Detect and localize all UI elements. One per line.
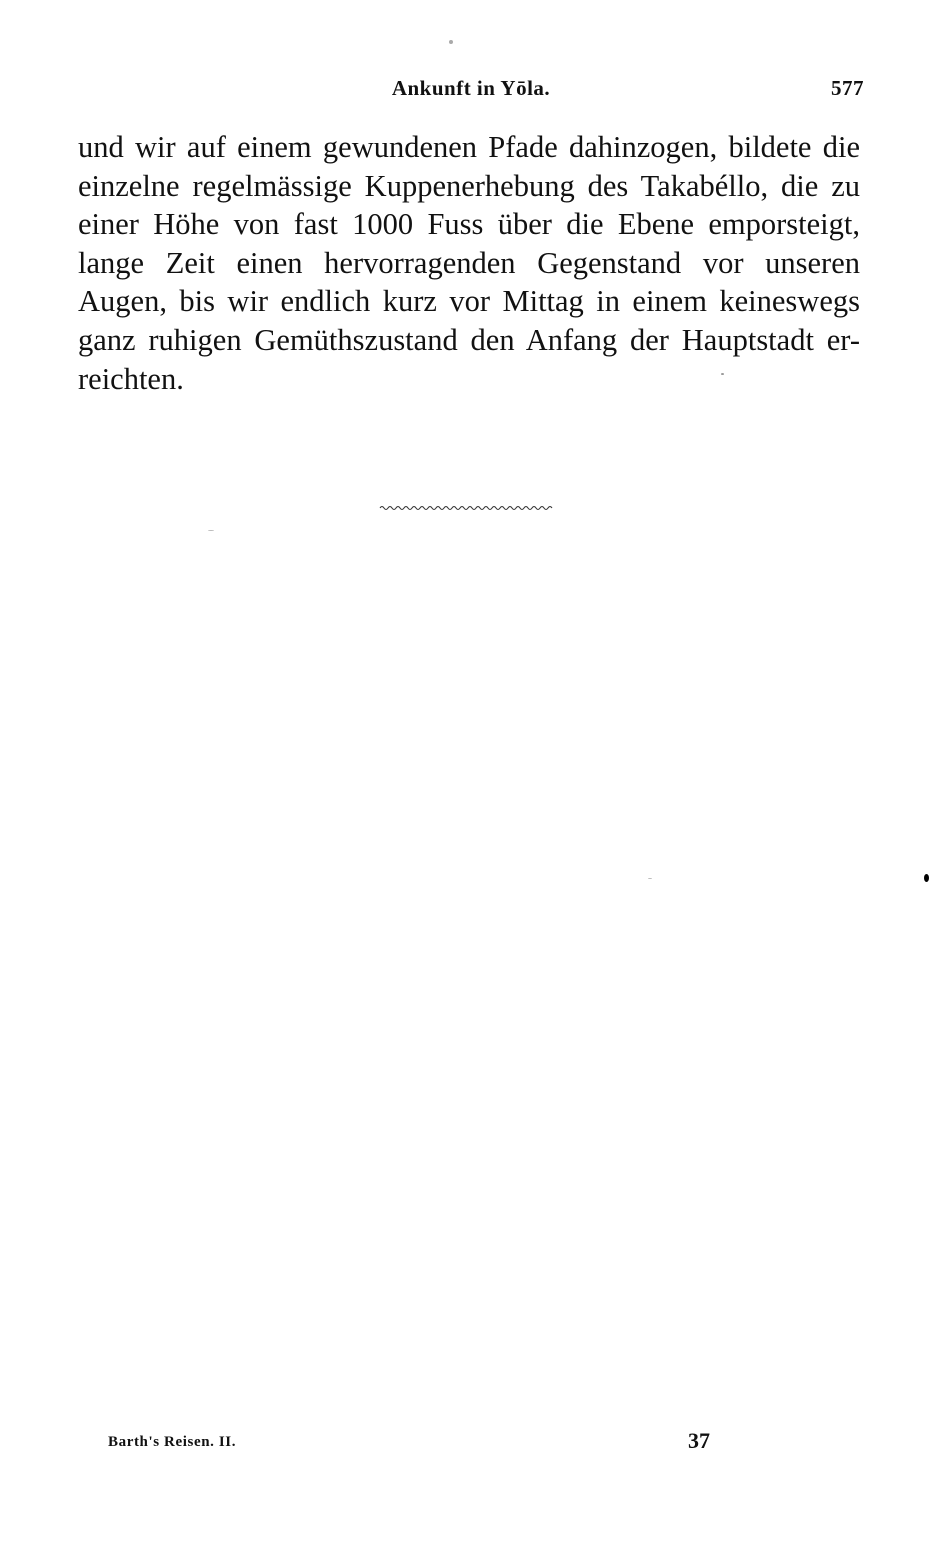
printer-signature: Barth's Reisen. II. <box>108 1434 237 1450</box>
page-number: 577 <box>831 76 864 100</box>
text-line: reichten. <box>78 361 184 396</box>
running-title: Ankunft in Yōla. <box>391 76 551 100</box>
page-footer <box>108 1428 728 1458</box>
ink-speck <box>648 878 652 879</box>
running-head <box>78 76 864 110</box>
body-paragraph <box>78 128 860 398</box>
ink-speck <box>721 373 724 375</box>
signature-mark: 37 <box>688 1428 710 1453</box>
ink-speck <box>208 530 214 531</box>
ink-speck <box>449 40 453 44</box>
text-line: einzelne regelmässige Kuppenerhebung des Takabéllo, die zu <box>78 168 860 203</box>
ink-speck <box>924 874 929 882</box>
text-line: lange Zeit einen hervorragenden Gegenstand vor unseren <box>78 245 860 280</box>
text-line: Augen, bis wir endlich kurz vor Mittag in einem keineswegs <box>78 284 860 319</box>
wavy-divider-ornament <box>378 500 554 514</box>
text-line: ganz ruhigen Gemüthszustand den Anfang der Hauptstadt er- <box>78 322 860 357</box>
text-line: und wir auf einem gewundenen Pfade dahinzogen, bildete die <box>78 130 860 164</box>
text-line: einer Höhe von fast 1000 Fuss über die Ebene emporsteigt, <box>78 207 860 242</box>
